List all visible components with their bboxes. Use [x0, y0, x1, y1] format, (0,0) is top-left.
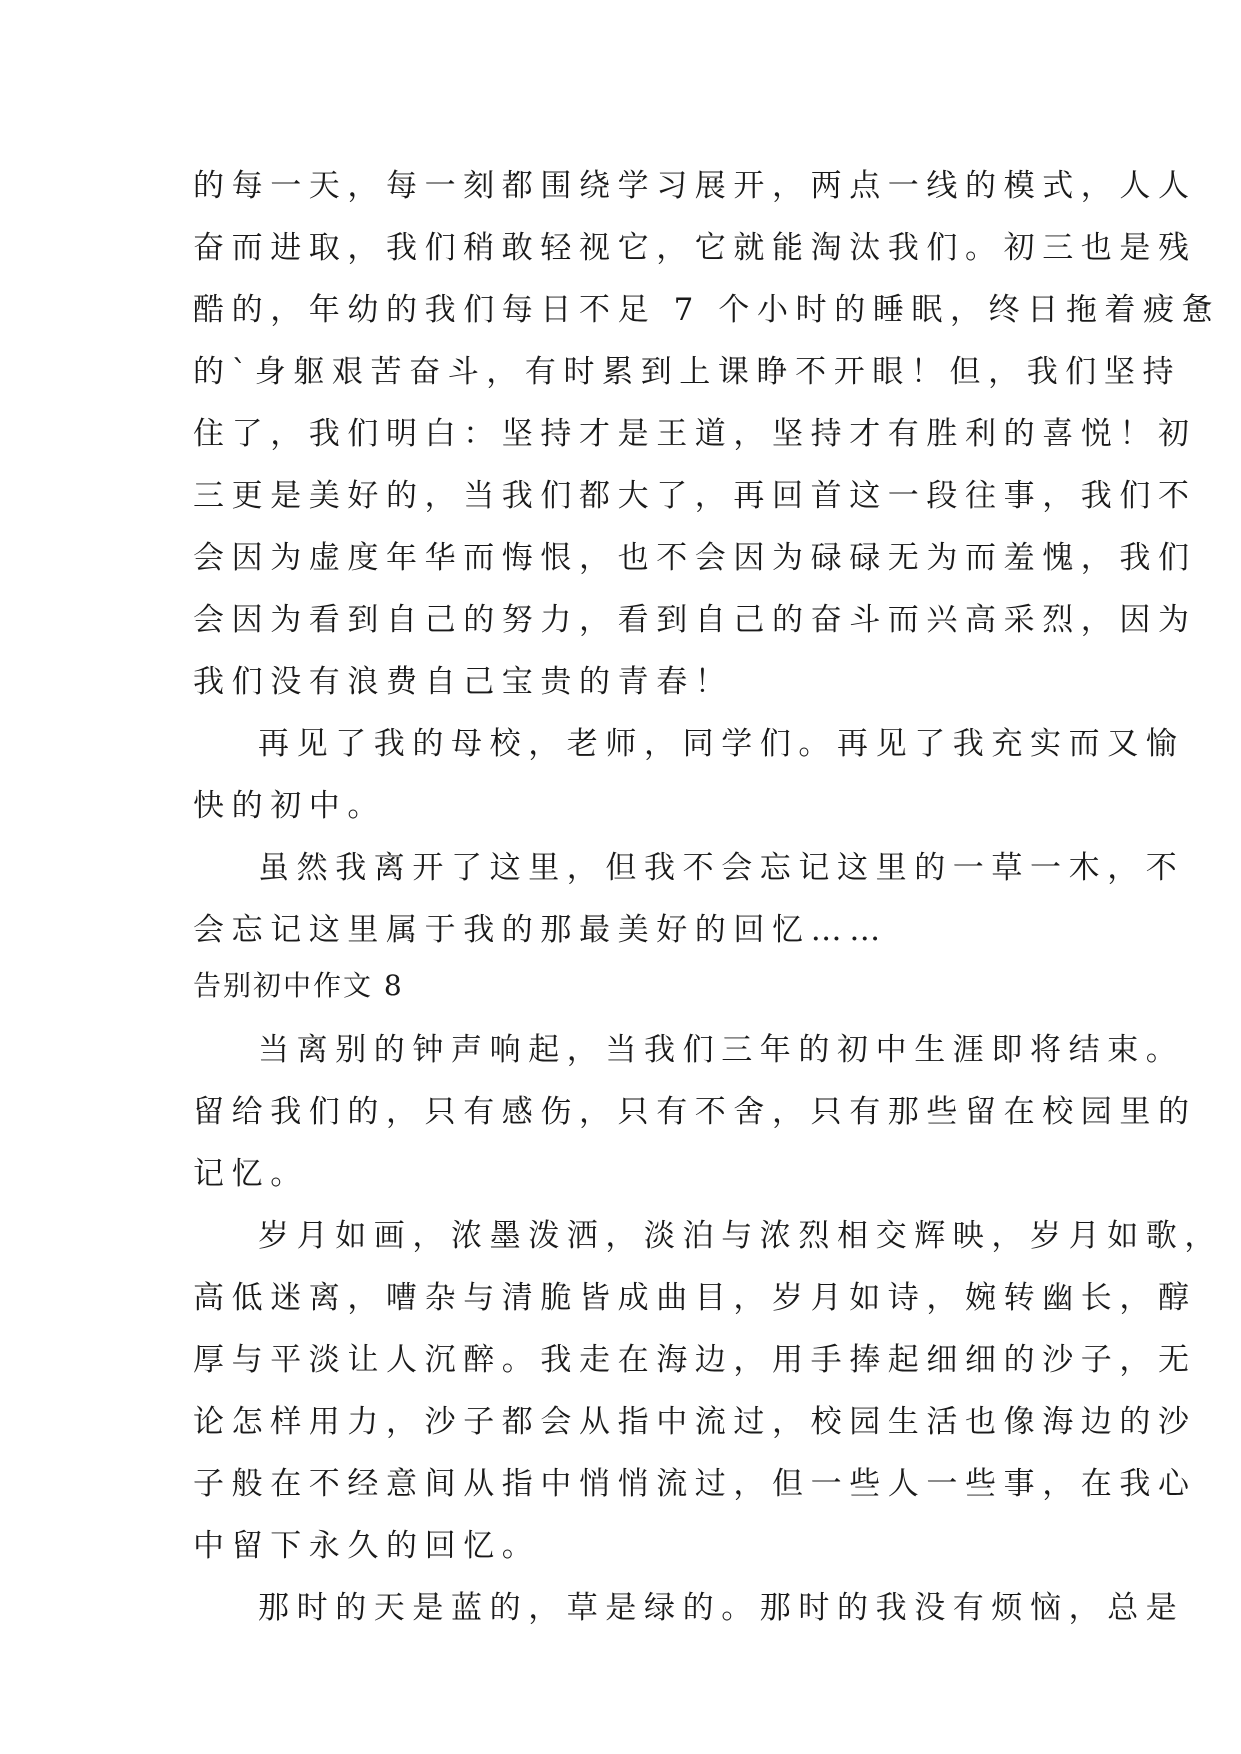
paragraph-line: 中留下永久的回忆。 — [193, 1528, 541, 1564]
paragraph-line: 记忆。 — [193, 1156, 309, 1192]
paragraph-line: 那时的天是蓝的，草是绿的。那时的我没有烦恼，总是 — [258, 1590, 1185, 1626]
paragraph-line: 论怎样用力，沙子都会从指中流过，校园生活也像海边的沙 — [193, 1404, 1197, 1440]
paragraph-line: 岁月如画，浓墨泼洒，淡泊与浓烈相交辉映，岁月如歌， — [258, 1218, 1223, 1254]
paragraph-line: 再见了我的母校，老师，同学们。再见了我充实而又愉 — [258, 726, 1185, 762]
paragraph-line: 会因为虚度年华而悔恨，也不会因为碌碌无为而羞愧，我们 — [193, 540, 1197, 576]
paragraph-line: 子般在不经意间从指中悄悄流过，但一些人一些事，在我心 — [193, 1466, 1197, 1502]
paragraph-line: 三更是美好的，当我们都大了，再回首这一段往事，我们不 — [193, 478, 1197, 514]
paragraph-line: 会因为看到自己的努力，看到自己的奋斗而兴高采烈，因为 — [193, 602, 1197, 638]
paragraph-line: 快的初中。 — [193, 788, 386, 824]
paragraph-line: 住了，我们明白：坚持才是王道，坚持才有胜利的喜悦！初 — [193, 416, 1197, 452]
paragraph-line: 我们没有浪费自己宝贵的青春！ — [193, 664, 734, 700]
paragraph-line: 奋而进取，我们稍敢轻视它，它就能淘汰我们。初三也是残 — [193, 230, 1197, 266]
paragraph-line: 留给我们的，只有感伤，只有不舍，只有那些留在校园里的 — [193, 1094, 1197, 1130]
paragraph-line: 虽然我离开了这里，但我不会忘记这里的一草一木，不 — [258, 850, 1185, 886]
paragraph-line: 酷的，年幼的我们每日不足 7 个小时的睡眠，终日拖着疲惫 — [193, 292, 1221, 328]
paragraph-line: 当离别的钟声响起，当我们三年的初中生涯即将结束。 — [258, 1032, 1185, 1068]
paragraph-line: 高低迷离，嘈杂与清脆皆成曲目，岁月如诗，婉转幽长，醇 — [193, 1280, 1197, 1316]
paragraph-line: 会忘记这里属于我的那最美好的回忆…… — [193, 912, 888, 948]
paragraph-line: 的`身躯艰苦奋斗，有时累到上课睁不开眼！但，我们坚持 — [193, 354, 1182, 390]
section-heading: 告别初中作文 8 — [193, 969, 404, 1002]
paragraph-line: 厚与平淡让人沉醉。我走在海边，用手捧起细细的沙子，无 — [193, 1342, 1197, 1378]
paragraph-line: 的每一天，每一刻都围绕学习展开，两点一线的模式，人人 — [193, 168, 1197, 204]
